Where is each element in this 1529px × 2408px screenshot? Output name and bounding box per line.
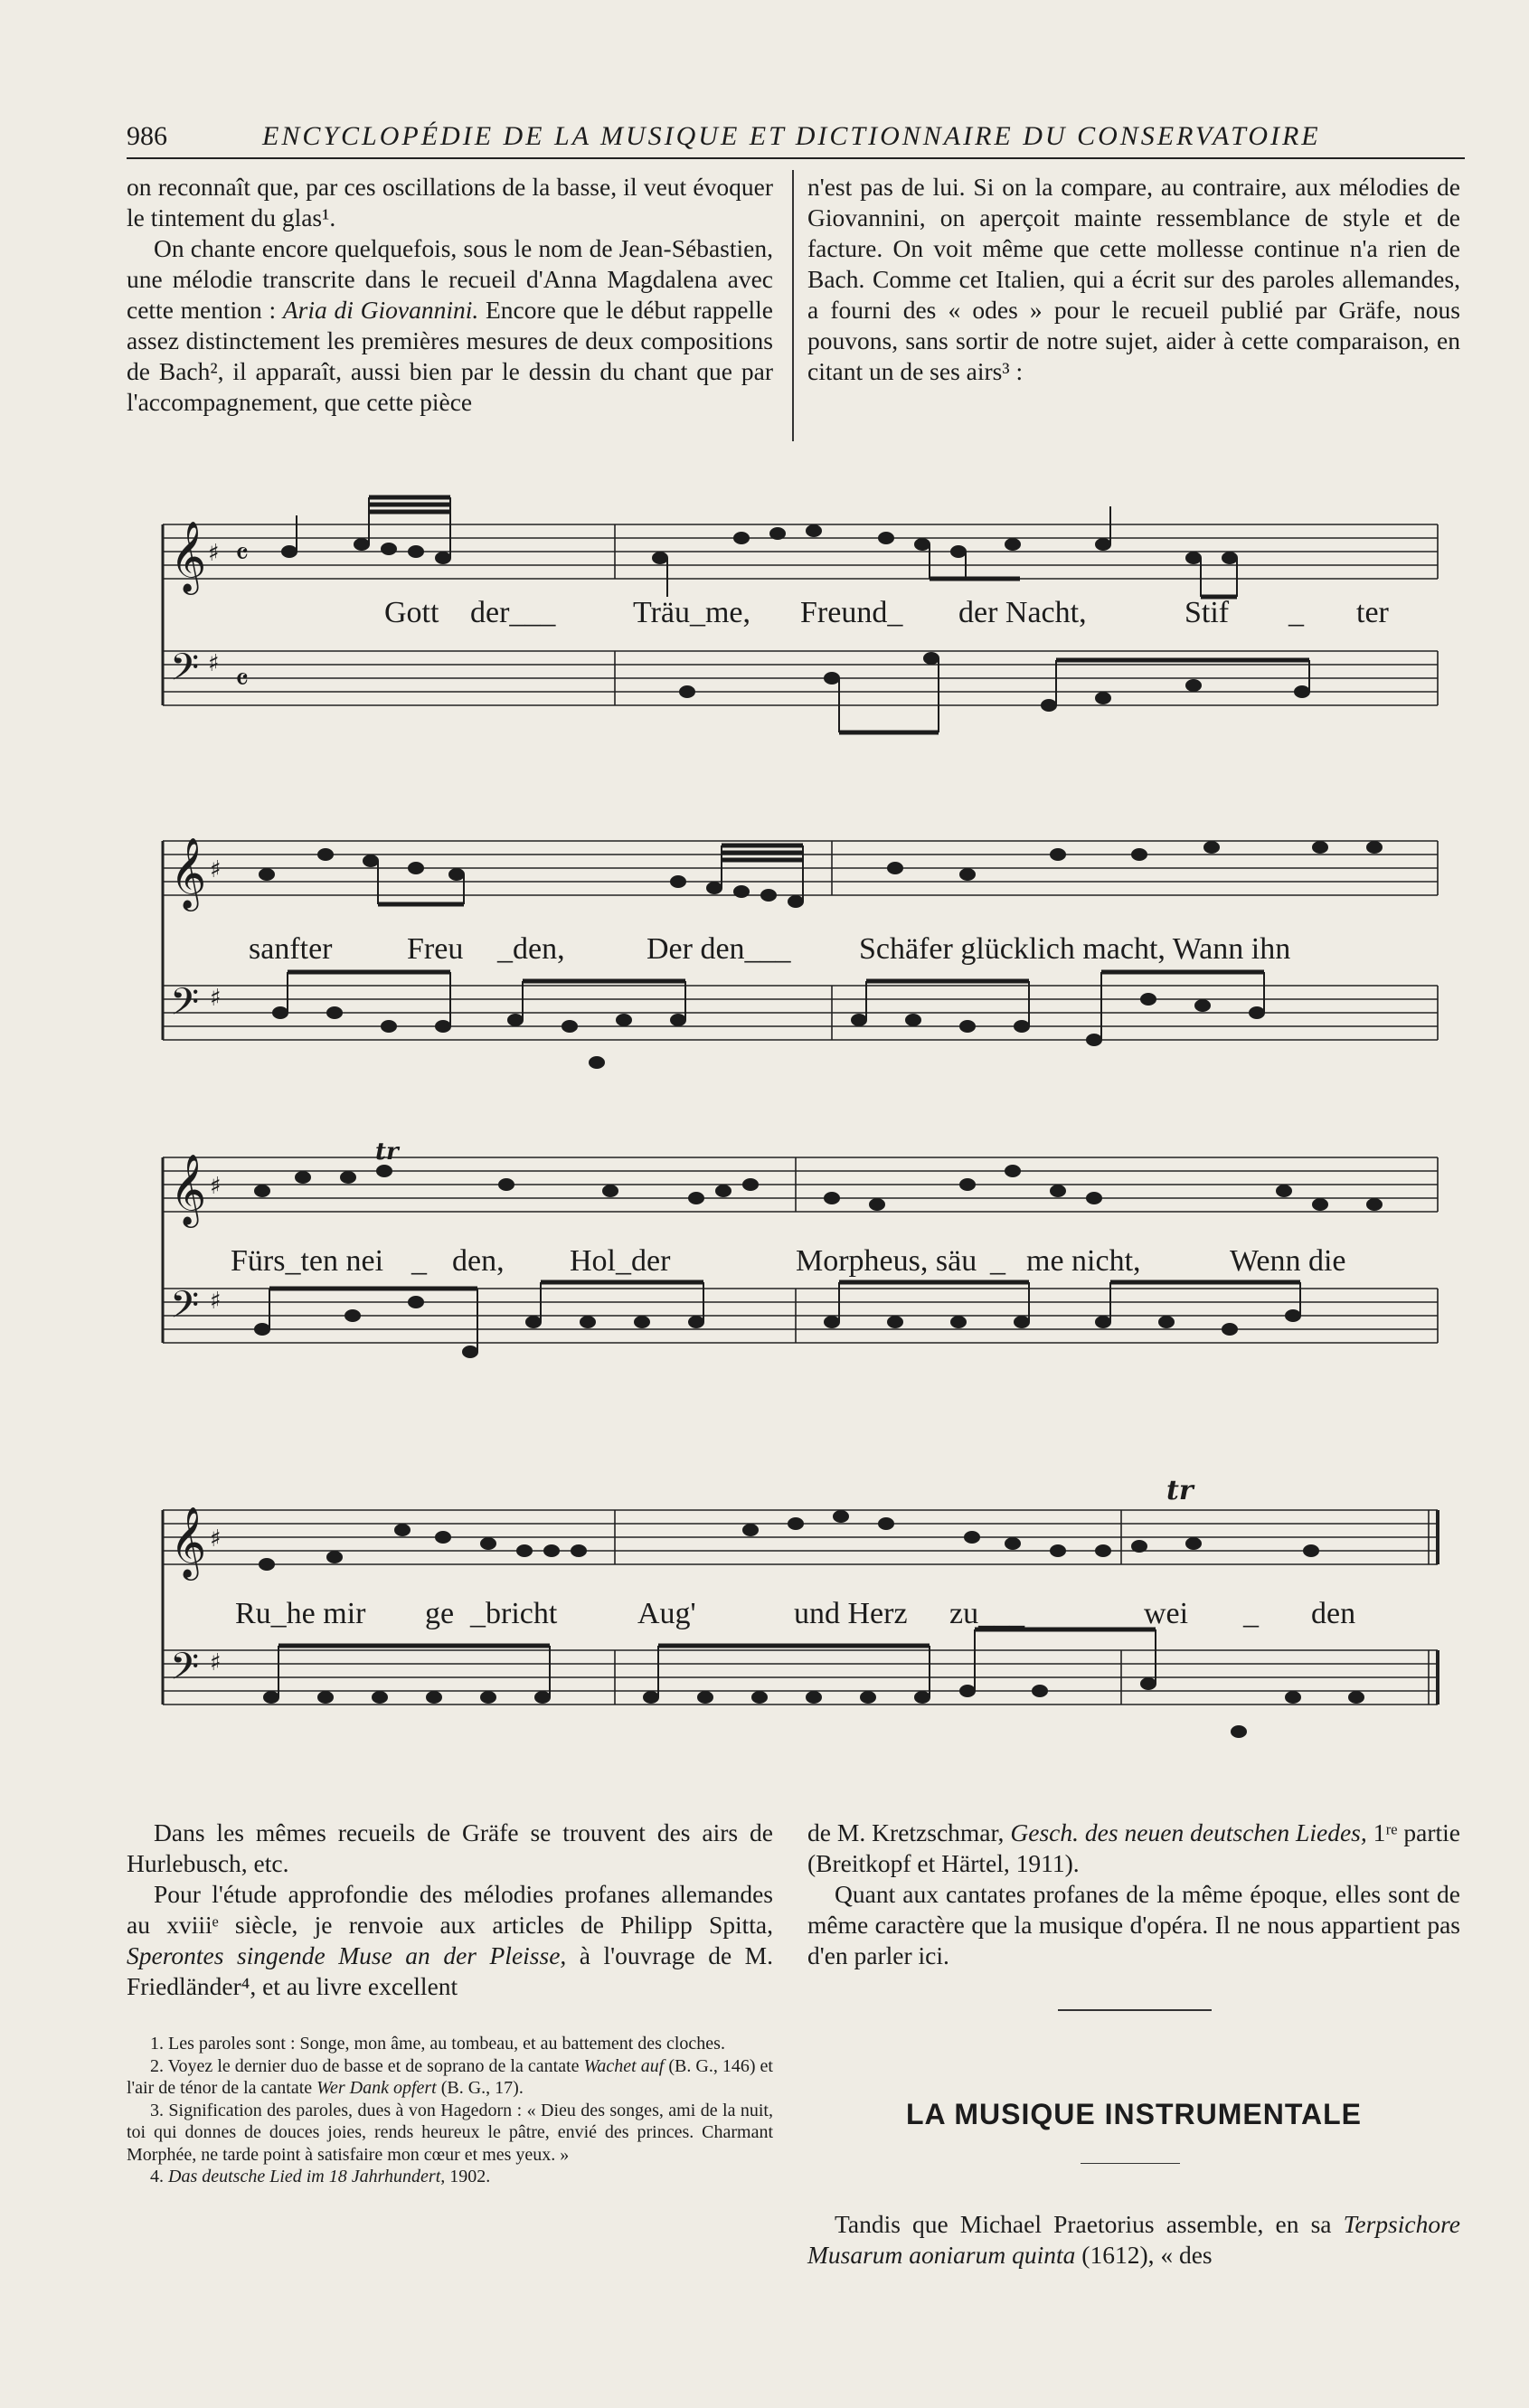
svg-text:♯: ♯ bbox=[210, 1288, 222, 1315]
svg-text:Aug': Aug' bbox=[637, 1597, 696, 1630]
treble-clef-icon: 𝄞 bbox=[170, 837, 207, 909]
svg-text:und Herz: und Herz bbox=[794, 1597, 908, 1630]
page-header bbox=[127, 118, 1465, 159]
bass-staff-4 bbox=[163, 1650, 1438, 1704]
svg-text:♯: ♯ bbox=[210, 985, 222, 1012]
trill-ornament: tr bbox=[1166, 1475, 1194, 1506]
svg-text:♯: ♯ bbox=[210, 856, 222, 883]
footnote-2: 2. Voyez le dernier duo de basse et de soprano de la cantate Wachet auf (B. G., 146) et l'air de ténor de la cantate Wer Dank opfert (B. G., 17). bbox=[127, 2055, 773, 2098]
svg-text:_: _ bbox=[1288, 596, 1304, 629]
bass-clef-icon: 𝄢 bbox=[170, 646, 200, 698]
svg-text:_bricht: _bricht bbox=[470, 1597, 558, 1630]
svg-text:_: _ bbox=[1243, 1597, 1259, 1630]
svg-text:Wenn die: Wenn die bbox=[1230, 1244, 1346, 1278]
bottom-left-column bbox=[127, 1818, 773, 2002]
svg-text:Stif: Stif bbox=[1185, 596, 1230, 629]
treble-staff-2 bbox=[163, 841, 1438, 895]
svg-text:Ru_he mir: Ru_he mir bbox=[235, 1597, 366, 1630]
svg-text:Morpheus, säu: Morpheus, säu bbox=[796, 1244, 977, 1278]
paragraph: Quant aux cantates profanes de la même époque, elles sont de même caractère que la musique d'opéra. Il ne nous appartient pas d'en parler ici. bbox=[807, 1880, 1460, 1969]
svg-text:♯: ♯ bbox=[210, 1173, 222, 1200]
svg-text:den,: den, bbox=[452, 1244, 505, 1278]
svg-text:me nicht,: me nicht, bbox=[1026, 1244, 1141, 1278]
bass-clef-icon: 𝄢 bbox=[170, 1645, 200, 1697]
lyrics-line-2 bbox=[249, 932, 1290, 966]
section-body bbox=[807, 2209, 1460, 2271]
lyrics-line-4 bbox=[235, 1597, 1355, 1630]
svg-text:_: _ bbox=[411, 1244, 427, 1278]
footnote-3: 3. Signification des paroles, dues à von Hagedorn : « Dieu des songes, ami de la nuit, toi qui donnes de douces joies, rends heureux le pâtre, envié des princes. Charmant Morphée, ne tarde point à satisfaire mon cœur et mes yeux. » bbox=[127, 2100, 773, 2165]
paragraph: on reconnaît que, par ces oscillations de la basse, il veut évoquer le tintement du glas¹. bbox=[127, 173, 773, 231]
work-title: Aria di Giovannini. bbox=[282, 296, 479, 324]
svg-text:ter: ter bbox=[1356, 596, 1389, 629]
paragraph: Pour l'étude approfondie des mélodies profanes allemandes au xviiiᵉ siècle, je renvoie aux articles de Philipp Spitta, Sperontes singende Muse an der Pleisse, à l'ouvrage de M. Friedländer⁴, et au livre excellent bbox=[127, 1880, 774, 2000]
svg-text:Hol_der: Hol_der bbox=[570, 1244, 671, 1278]
svg-text:der Nacht,: der Nacht, bbox=[958, 596, 1087, 629]
svg-text:zu___: zu___ bbox=[949, 1597, 1025, 1630]
key-signature-icon: ♯ bbox=[208, 540, 220, 567]
paragraph: n'est pas de lui. Si on la compare, au contraire, aux mélodies de Giovannini, on aperçoit mainte ressemblance de style et de facture. On voit même que cette mollesse continue n'a rien de Bach. Comme cet Italien, qui a écrit sur des paroles allemandes, a fourni des « odes » pour le recueil publié par Gräfe, nous pouvons, sans sortir de notre sujet, aider à cette comparaison, en citant un de ses airs³ : bbox=[807, 173, 1460, 385]
footnote-4: 4. Das deutsche Lied im 18 Jahrhundert, 1902. bbox=[150, 2167, 491, 2186]
svg-text:Fürs_ten nei: Fürs_ten nei bbox=[231, 1244, 384, 1278]
column-divider bbox=[792, 170, 794, 441]
svg-text:sanfter: sanfter bbox=[249, 932, 333, 966]
bottom-right-column bbox=[807, 1818, 1460, 1971]
paragraph: Dans les mêmes recueils de Gräfe se trouvent des airs de Hurlebusch, etc. bbox=[127, 1818, 773, 1877]
treble-clef-icon: 𝄞 bbox=[170, 1154, 207, 1225]
page-number: 986 bbox=[127, 121, 167, 151]
bass-clef-icon: 𝄢 bbox=[170, 1283, 200, 1336]
svg-text:Gott: Gott bbox=[384, 596, 439, 629]
svg-text:♯: ♯ bbox=[210, 1649, 222, 1676]
treble-staff-1 bbox=[163, 524, 1438, 579]
top-left-column bbox=[127, 172, 773, 418]
top-right-column bbox=[807, 172, 1460, 387]
time-signature-icon: 𝄴 bbox=[235, 662, 250, 698]
treble-staff-3 bbox=[163, 1157, 1438, 1212]
svg-text:♯: ♯ bbox=[210, 1525, 222, 1553]
paragraph: de M. Kretzschmar, Gesch. des neuen deutschen Liedes, 1ʳᵉ partie (Breitkopf et Härtel, 1911). bbox=[807, 1818, 1461, 1877]
lyrics-line-3 bbox=[231, 1244, 1346, 1278]
time-signature-icon: 𝄴 bbox=[235, 536, 250, 572]
svg-text:Schäfer glücklich macht, Wann: Schäfer glücklich macht, Wann ihn bbox=[859, 932, 1291, 966]
footnote-1: 1. Les paroles sont : Songe, mon âme, au tombeau, et au battement des cloches. bbox=[150, 2034, 725, 2054]
paragraph: Tandis que Michael Praetorius assemble, en sa Terpsichore Musarum aoniarum quinta (1612), « des bbox=[807, 2210, 1460, 2269]
svg-text:der___: der___ bbox=[470, 596, 556, 629]
svg-text:wei: wei bbox=[1144, 1597, 1189, 1630]
footnotes bbox=[127, 2033, 773, 2188]
work-title: Gesch. des neuen deutschen Liedes, bbox=[1010, 1818, 1367, 1846]
lyrics-line-1 bbox=[384, 596, 1390, 629]
running-title: ENCYCLOPÉDIE DE LA MUSIQUE ET DICTIONNAIRE DU CONSERVATOIRE bbox=[262, 121, 1321, 151]
treble-staff-4 bbox=[163, 1510, 1438, 1564]
trill-ornament: tr bbox=[375, 1138, 399, 1166]
svg-text:den: den bbox=[1311, 1597, 1356, 1630]
svg-text:_: _ bbox=[990, 1244, 1005, 1278]
bass-clef-icon: 𝄢 bbox=[170, 980, 200, 1033]
section-separator bbox=[1058, 2009, 1212, 2011]
svg-text:Freu: Freu bbox=[407, 932, 464, 966]
heading-rule bbox=[1081, 2163, 1180, 2164]
music-score bbox=[145, 470, 1447, 1790]
paragraph: On chante encore quelquefois, sous le nom de Jean-Sébastien, une mélodie transcrite dans le recueil d'Anna Magdalena avec cette mention : Aria di Giovannini. Encore que le début rappelle assez distinctement les premières mesures de deux compositions de Bach², il apparaît, aussi bien par le dessin du chant que par l'accompagnement, que cette pièce bbox=[127, 234, 773, 416]
work-title: Sperontes singende Muse an der Pleisse, bbox=[127, 1941, 567, 1969]
svg-text:Der den___: Der den___ bbox=[647, 932, 791, 966]
bass-staff-2 bbox=[163, 986, 1438, 1040]
svg-text:Freund_: Freund_ bbox=[800, 596, 903, 629]
work-title: Terpsichore Musarum aoniarum quinta bbox=[807, 2210, 1460, 2269]
svg-text:ge: ge bbox=[425, 1597, 455, 1630]
treble-clef-icon: 𝄞 bbox=[170, 1506, 207, 1578]
section-heading: LA MUSIQUE INSTRUMENTALE bbox=[906, 2098, 1362, 2130]
svg-text:Träu_me,: Träu_me, bbox=[633, 596, 751, 629]
key-signature-icon: ♯ bbox=[208, 650, 220, 677]
treble-clef-icon: 𝄞 bbox=[170, 521, 207, 592]
svg-text:_den,: _den, bbox=[497, 932, 565, 966]
